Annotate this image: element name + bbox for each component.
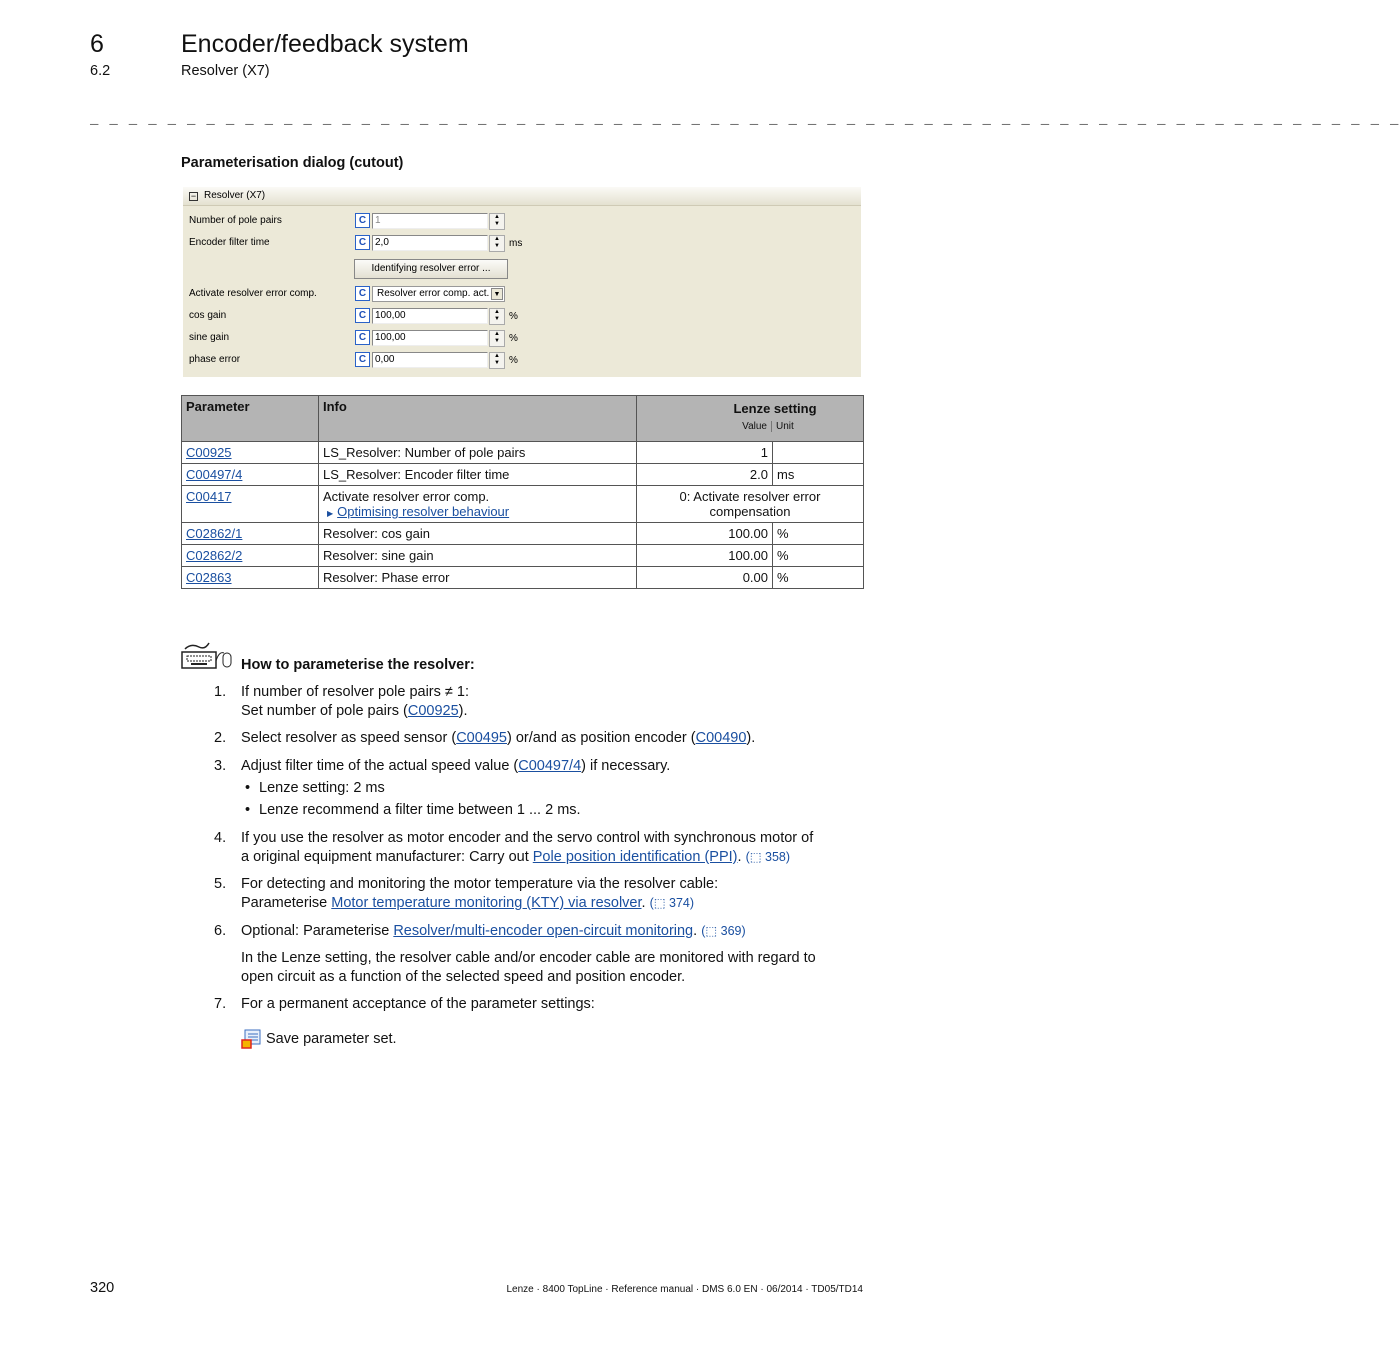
- divider: _ _ _ _ _ _ _ _ _ _ _ _ _ _ _ _ _ _ _ _ _ _ _ _ _ _ _ _ _ _ _ _ _ _ _ _ _ _ _ _ _ _ _ _ _ _ _ _ _ _ _ _ _ _ _ _ _ _ _ _ _ _ _ _ _ _ _ _: [90, 112, 1400, 128]
- parameter-link[interactable]: C02862/2: [186, 548, 243, 563]
- label: cos gain: [189, 310, 227, 321]
- label: Number of pole pairs: [189, 215, 282, 226]
- select-value: Resolver error comp. act.: [377, 288, 490, 299]
- unit: %: [509, 333, 518, 344]
- unit: %: [509, 311, 518, 322]
- lenze-setting-label: Lenze setting: [733, 401, 817, 416]
- code-button[interactable]: C: [355, 330, 370, 345]
- step-text: a original equipment manufacturer: Carry out Pole position identification (PPI). (⬚ 358): [241, 849, 791, 865]
- row-pole-pairs: [189, 213, 849, 230]
- parameter-link[interactable]: C00925: [186, 445, 232, 460]
- dialog-title: Resolver (X7): [204, 190, 266, 201]
- link-c00497-4[interactable]: C00497/4: [518, 758, 582, 774]
- parameter-link[interactable]: C00417: [186, 489, 232, 504]
- page-ref[interactable]: (⬚ 369): [701, 924, 746, 938]
- keyboard-mouse-icon: [181, 641, 233, 678]
- identify-resolver-error-button[interactable]: Identifying resolver error ...: [354, 259, 508, 279]
- step-number: 6.: [214, 923, 227, 939]
- code-button[interactable]: C: [355, 235, 370, 250]
- dialog-header[interactable]: [183, 187, 861, 206]
- unit-cell: ms: [773, 464, 864, 486]
- table-row: [182, 523, 864, 545]
- spinner[interactable]: ▲ ▼: [489, 352, 505, 369]
- unit: %: [509, 355, 518, 366]
- link-c00925[interactable]: C00925: [407, 703, 459, 719]
- step-number: 3.: [214, 758, 227, 774]
- label: Activate resolver error comp.: [189, 288, 317, 299]
- step-text: For detecting and monitoring the motor temperature via the resolver cable:: [241, 876, 719, 892]
- step-note: open circuit as a function of the selected speed and position encoder.: [241, 969, 686, 985]
- value-cell: 100.00: [637, 523, 773, 545]
- filter-time-input[interactable]: 2,0: [372, 235, 488, 251]
- unit-label: Unit: [776, 421, 794, 432]
- parameter-dialog: [183, 187, 861, 377]
- row-cos-gain: [189, 308, 849, 325]
- footer-text: Lenze · 8400 TopLine · Reference manual · DMS 6.0 EN · 06/2014 · TD05/TD14: [506, 1284, 863, 1295]
- parameter-table: [181, 395, 864, 589]
- link-c00490[interactable]: C00490: [695, 730, 747, 746]
- label: sine gain: [189, 332, 230, 343]
- table-row: [182, 545, 864, 567]
- error-comp-select[interactable]: [372, 286, 505, 302]
- info-text: LS_Resolver: Encoder filter time: [323, 467, 510, 482]
- page-ref[interactable]: (⬚ 358): [745, 850, 791, 864]
- info-text: Resolver: cos gain: [323, 526, 430, 541]
- spinner[interactable]: ▲ ▼: [489, 213, 505, 230]
- label: phase error: [189, 354, 241, 365]
- info-text: Activate resolver error comp.: [323, 489, 490, 504]
- code-button[interactable]: C: [355, 213, 370, 228]
- parameter-link[interactable]: C02863: [186, 570, 232, 585]
- value-cell: 100.00: [637, 545, 773, 567]
- unit: ms: [509, 238, 523, 249]
- table-row: [182, 567, 864, 589]
- info-text: Resolver: Phase error: [323, 570, 450, 585]
- cos-gain-input[interactable]: 100,00: [372, 308, 488, 324]
- value-cell: 0: Activate resolver error compensation: [637, 486, 864, 523]
- value-cell: 0.00: [637, 567, 773, 589]
- step-number: 2.: [214, 730, 227, 746]
- unit-cell: %: [773, 523, 864, 545]
- step-number: 7.: [214, 996, 227, 1012]
- info-link[interactable]: Optimising resolver behaviour: [337, 504, 510, 519]
- phase-error-input[interactable]: 0,00: [372, 352, 488, 368]
- step-text: For a permanent acceptance of the parameter settings:: [241, 996, 595, 1012]
- row-error-comp: [189, 286, 849, 303]
- chapter-number: 6: [90, 30, 104, 58]
- code-button[interactable]: C: [355, 352, 370, 367]
- info-text: LS_Resolver: Number of pole pairs: [323, 445, 526, 460]
- value-label: Value: [637, 421, 772, 432]
- label: Encoder filter time: [189, 237, 270, 248]
- link-ppi[interactable]: Pole position identification (PPI): [532, 849, 738, 865]
- value-cell: 1: [637, 442, 773, 464]
- step-number: 4.: [214, 830, 227, 846]
- unit-cell: %: [773, 545, 864, 567]
- step-text: Parameterise Motor temperature monitoring (KTY) via resolver. (⬚ 374): [241, 895, 695, 911]
- spinner[interactable]: ▲ ▼: [489, 235, 505, 252]
- save-icon: [242, 1029, 261, 1053]
- save-text: Save parameter set.: [266, 1031, 397, 1047]
- table-row: [182, 442, 864, 464]
- parameter-link[interactable]: C00497/4: [186, 467, 243, 482]
- step-text: Optional: Parameterise Resolver/multi-encoder open-circuit monitoring. (⬚ 369): [241, 923, 746, 939]
- bullet-text: Lenze recommend a filter time between 1 ... 2 ms.: [259, 802, 581, 818]
- value-cell: 2.0: [637, 464, 773, 486]
- step-text: If number of resolver pole pairs ≠ 1:: [241, 684, 469, 700]
- row-sine-gain: [189, 330, 849, 347]
- collapse-icon[interactable]: −: [190, 191, 197, 201]
- sine-gain-input[interactable]: 100,00: [372, 330, 488, 346]
- link-c00495[interactable]: C00495: [456, 730, 507, 746]
- row-filter-time: [189, 235, 849, 252]
- page-number: 320: [90, 1280, 115, 1296]
- header-info: Info: [319, 396, 637, 442]
- step-text: Select resolver as speed sensor (C00495) or/and as position encoder (C00490).: [241, 730, 756, 746]
- step-number: 5.: [214, 876, 227, 892]
- info-text: Resolver: sine gain: [323, 548, 434, 563]
- header-lenze: [637, 396, 864, 442]
- link-kty[interactable]: Motor temperature monitoring (KTY) via resolver: [331, 895, 642, 911]
- bullet: •: [245, 780, 251, 796]
- chevron-down-icon[interactable]: ▼: [491, 288, 503, 300]
- step-text: If you use the resolver as motor encoder and the servo control with synchronous motor of: [241, 830, 814, 846]
- howto-title: How to parameterise the resolver:: [241, 657, 475, 673]
- step-text: Set number of pole pairs (C00925).: [241, 703, 468, 719]
- page-ref[interactable]: (⬚ 374): [649, 896, 695, 910]
- pole-pairs-input[interactable]: 1: [372, 213, 488, 229]
- table-row: [182, 486, 864, 523]
- parameter-link[interactable]: C02862/1: [186, 526, 243, 541]
- code-button[interactable]: C: [355, 286, 370, 301]
- spinner[interactable]: ▲ ▼: [489, 330, 505, 347]
- link-open-circuit[interactable]: Resolver/multi-encoder open-circuit monitoring: [393, 923, 694, 939]
- section-title: Resolver (X7): [181, 63, 270, 79]
- header-parameter: Parameter: [182, 396, 319, 442]
- table-row: [182, 464, 864, 486]
- arrow-right-icon: ▶: [327, 509, 334, 518]
- code-button[interactable]: C: [355, 308, 370, 323]
- bullet-text: Lenze setting: 2 ms: [259, 780, 385, 796]
- unit-cell: %: [773, 567, 864, 589]
- bullet: •: [245, 802, 251, 818]
- step-note: In the Lenze setting, the resolver cable and/or encoder cable are monitored with regard to: [241, 950, 816, 966]
- section-number: 6.2: [90, 63, 111, 79]
- spinner[interactable]: ▲ ▼: [489, 308, 505, 325]
- caption: Parameterisation dialog (cutout): [181, 155, 404, 171]
- chapter-title: Encoder/feedback system: [181, 30, 469, 58]
- step-number: 1.: [214, 684, 227, 700]
- row-phase-error: [189, 352, 849, 369]
- step-text: Adjust filter time of the actual speed value (C00497/4) if necessary.: [241, 758, 671, 774]
- unit-cell: [773, 442, 864, 464]
